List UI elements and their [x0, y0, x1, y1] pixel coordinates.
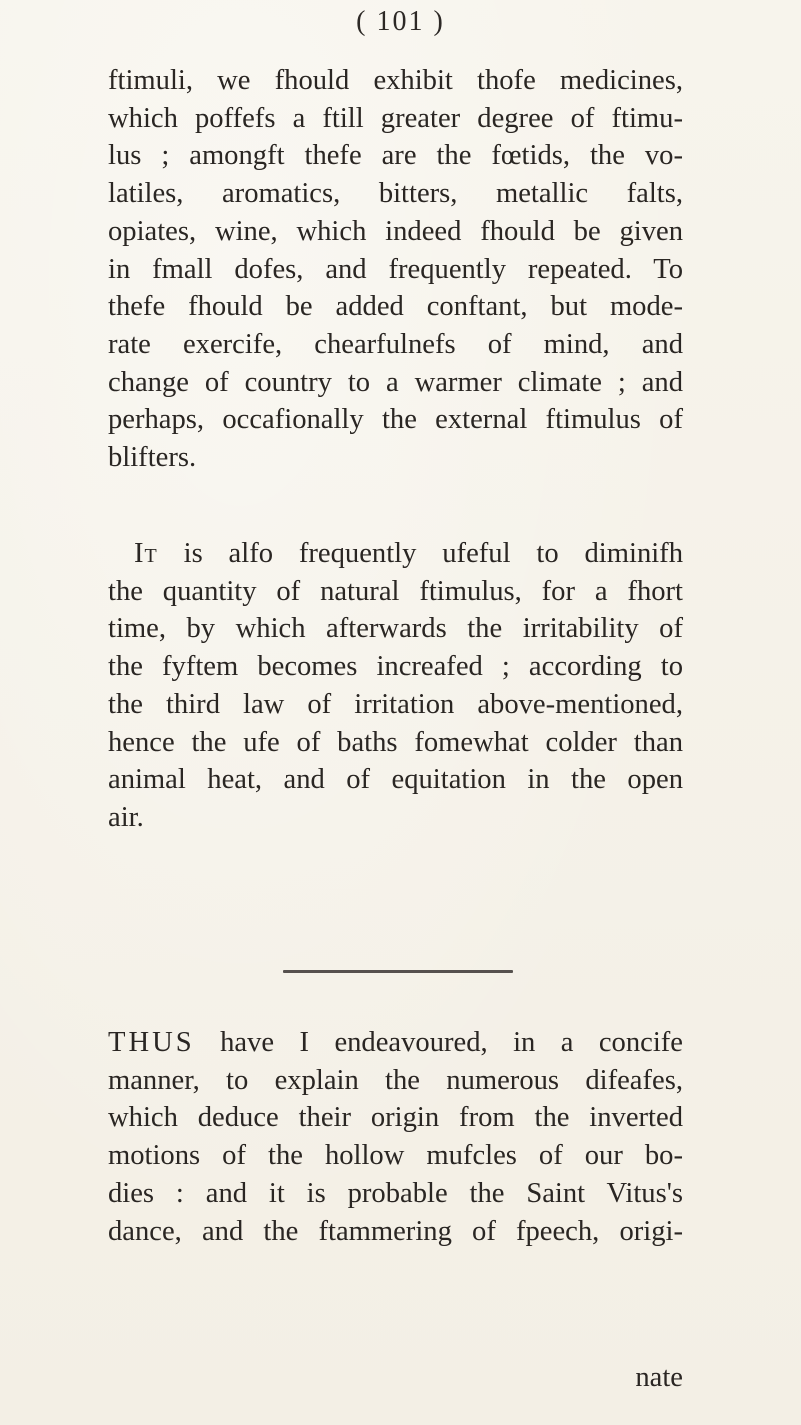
text-line: opiates, wine, which indeed fhould be given	[108, 215, 683, 247]
text-line: lus ; amongft thefe are the fœtids, the vo-	[108, 140, 683, 172]
first-line-text: is alfo frequently ufeful to diminifh	[157, 538, 683, 569]
text-line-first	[108, 1024, 683, 1062]
text-line: which poffefs a ftill greater degree of ftimu-	[108, 102, 683, 134]
text-line: air.	[108, 801, 144, 833]
paragraph-conclusion	[108, 1024, 683, 1250]
page-number-header: ( 101 )	[356, 6, 445, 37]
paragraph-diminish-stimulus	[108, 535, 683, 837]
text-line: latiles, aromatics, bitters, metallic falts,	[108, 178, 683, 210]
paragraph-stimulants	[108, 62, 683, 477]
text-line: in fmall dofes, and frequently repeated. To	[108, 253, 683, 285]
text-line: dies : and it is probable the Saint Vitus's	[108, 1177, 683, 1209]
text-line: rate exercife, chearfulnefs of mind, and	[108, 328, 683, 360]
text-line: hence the ufe of baths fomewhat colder than	[108, 726, 683, 758]
text-line: the fyftem becomes increafed ; according to	[108, 651, 683, 683]
text-line: thefe fhould be added conftant, but mode-	[108, 291, 683, 323]
catchword: nate	[635, 1362, 683, 1393]
text-line: animal heat, and of equitation in the open	[108, 764, 683, 796]
text-line: the third law of irritation above-mentioned,	[108, 688, 683, 720]
text-line: change of country to a warmer climate ; and	[108, 366, 683, 398]
first-line-text: have I endeavoured, in a concife	[194, 1027, 683, 1058]
text-line: time, by which afterwards the irritability of	[108, 613, 683, 645]
paragraph-lead-word: THUS	[108, 1027, 195, 1058]
text-line: manner, to explain the numerous difeafes,	[108, 1064, 683, 1096]
paragraph-lead-word: It	[134, 538, 158, 569]
section-divider-rule	[283, 970, 513, 973]
text-line: ftimuli, we fhould exhibit thofe medicines,	[108, 65, 683, 96]
text-line: the quantity of natural ftimulus, for a fhort	[108, 575, 683, 607]
text-line: blifters.	[108, 442, 197, 474]
text-line-first	[108, 535, 683, 573]
text-line: which deduce their origin from the inverted	[108, 1102, 683, 1134]
text-line: dance, and the ftammering of fpeech, origi-	[108, 1215, 683, 1247]
text-line: motions of the hollow mufcles of our bo-	[108, 1140, 683, 1172]
text-line: perhaps, occafionally the external ftimulus of	[108, 404, 683, 436]
